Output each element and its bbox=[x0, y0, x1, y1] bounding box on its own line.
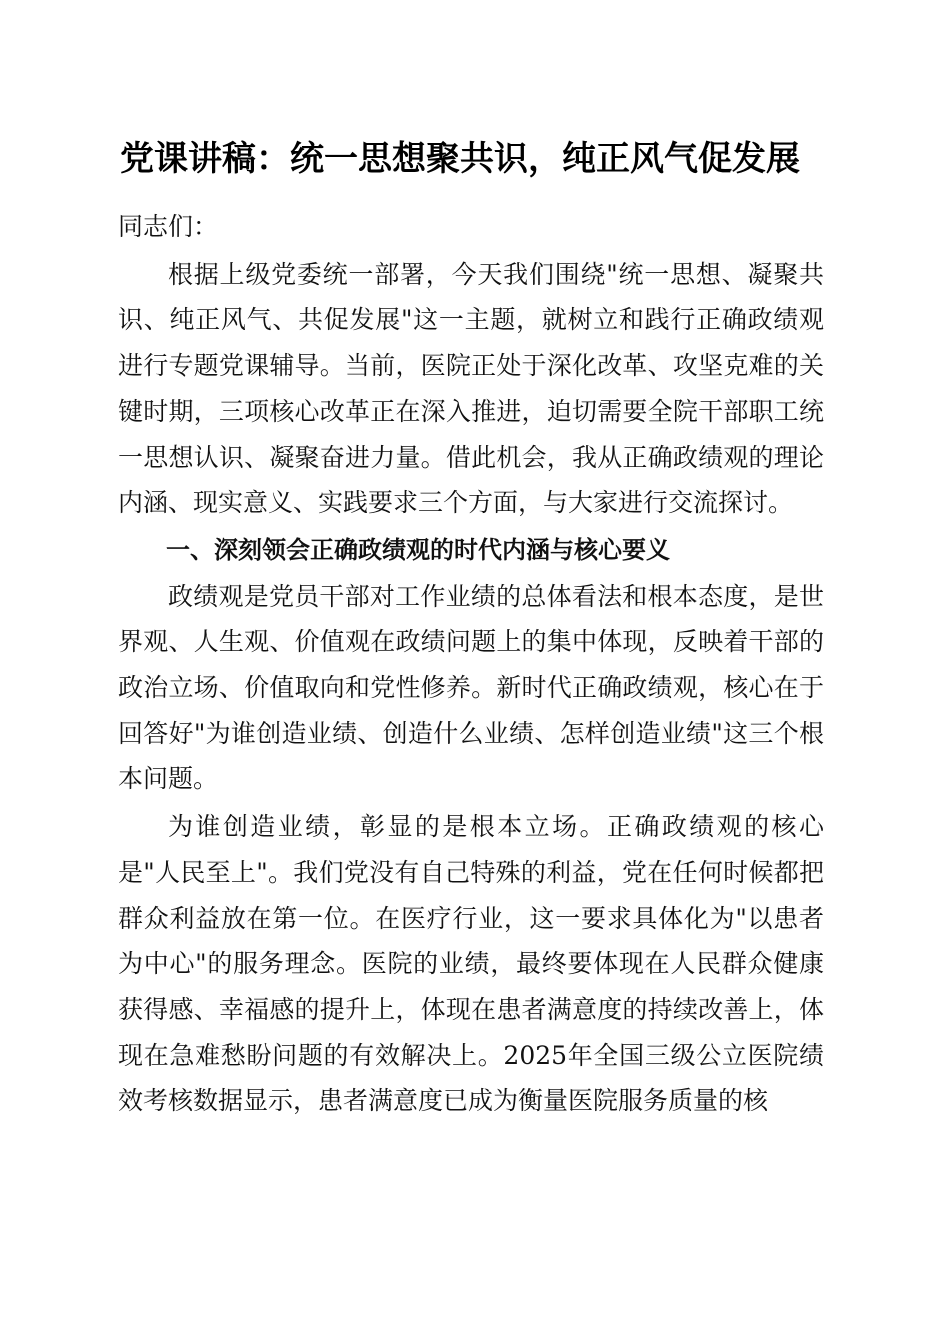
intro-paragraph: 根据上级党委统一部署，今天我们围绕"统一思想、凝聚共识、纯正风气、共促发展"这一主题，就树立和践行正确政绩观进行专题党课辅导。当前，医院正处于深化改革、攻坚克难的关键时期，三项核心改革正在深入推进，迫切需要全院干部职工统一思想认识、凝聚奋进力量。借此机会，我从正确政绩观的理论内涵、现实意义、实践要求三个方面，与大家进行交流探讨。 bbox=[118, 259, 824, 518]
document-body bbox=[118, 204, 824, 1124]
section-paragraph-1: 政绩观是党员干部对工作业绩的总体看法和根本态度，是世界观、人生观、价值观在政绩问题上的集中体现，反映着干部的政治立场、价值取向和党性修养。新时代正确政绩观，核心在于回答好"为谁创造业绩、创造什么业绩、怎样创造业绩"这三个根本问题。 bbox=[118, 581, 824, 794]
section-paragraph-2: 为谁创造业绩，彰显的是根本立场。正确政绩观的核心是"人民至上"。我们党没有自己特殊的利益，党在任何时候都把群众利益放在第一位。在医疗行业，这一要求具体化为"以患者为中心"的服务理念。医院的业绩，最终要体现在人民群众健康获得感、幸福感的提升上，体现在患者满意度的持续改善上，体现在急难愁盼问题的有效解决上。2025年全国三级公立医院绩效考核数据显示，患者满意度已成为衡量医院服务质量的核 bbox=[118, 812, 824, 1116]
section-heading: 一、深刻领会正确政绩观的时代内涵与核心要义 bbox=[166, 535, 670, 564]
greeting: 同志们： bbox=[118, 212, 219, 241]
document-title: 党课讲稿：统一思想聚共识，纯正风气促发展 bbox=[120, 139, 800, 179]
